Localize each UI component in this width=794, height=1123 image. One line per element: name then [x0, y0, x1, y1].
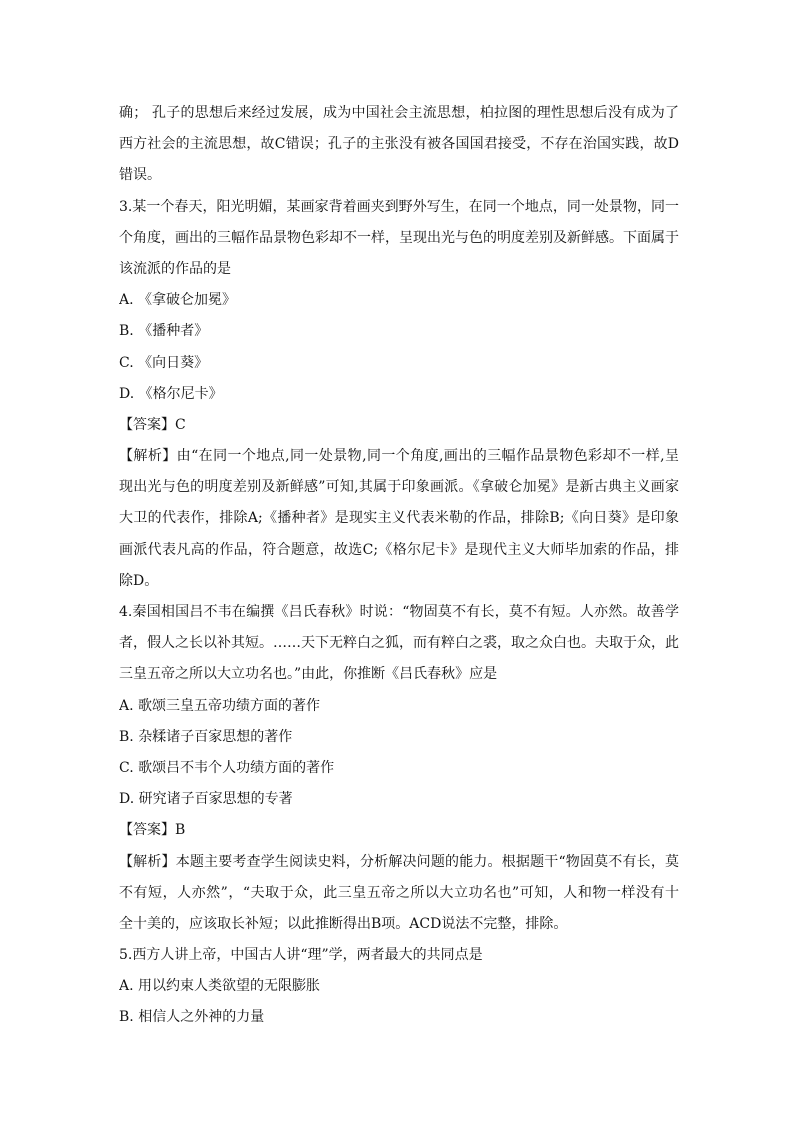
question-4-line-2: 者，假人之长以补其短。……天下无粹白之狐，而有粹白之裘，取之众白也。夫取于众，此	[119, 635, 679, 652]
question-5-option-b: B. 相信人之外神的力量	[119, 1009, 265, 1026]
question-3-option-c: C. 《向日葵》	[119, 354, 209, 371]
question-5-option-a: A. 用以约束人类欲望的无限膨胀	[119, 978, 321, 995]
question-4-option-c: C. 歌颂吕不韦个人功绩方面的著作	[119, 759, 335, 776]
question-3-option-a: A. 《拿破仑加冕》	[119, 292, 237, 309]
question-3-analysis-line-3: 大卫的代表作，排除A;《播种者》是现实主义代表米勒的作品，排除B;《向日葵》是印象	[119, 510, 679, 527]
text-line-3: 错误。	[119, 167, 161, 184]
question-4-line-1: 4.秦国相国吕不韦在编撰《吕氏春秋》时说：“物固莫不有长，莫不有短。人亦然。故善学	[119, 604, 679, 620]
question-3-option-d: D. 《格尔尼卡》	[119, 385, 223, 402]
question-3-analysis-line-1: 【解析】由“在同一个地点,同一处景物,同一个角度,画出的三幅作品景物色彩却不一样,呈	[119, 448, 679, 465]
question-4-analysis-line-2: 不有短，人亦然”，“夫取于众，此三皇五帝之所以大立功名也”可知，人和物一样没有十	[119, 884, 679, 901]
question-4-line-3: 三皇五帝之所以大立功名也。”由此，你推断《吕氏春秋》应是	[119, 666, 498, 683]
question-4-analysis-line-3: 全十美的，应该取长补短；以此推断得出B项。ACD说法不完整，排除。	[119, 915, 568, 932]
document-page	[119, 98, 679, 1034]
question-4-analysis-line-1: 【解析】本题主要考查学生阅读史料，分析解决问题的能力。根据题干“物固莫不有长，莫	[119, 853, 679, 870]
question-4-option-d: D. 研究诸子百家思想的专著	[119, 791, 293, 808]
question-4-option-a: A. 歌颂三皇五帝功绩方面的著作	[119, 697, 321, 714]
text-line-2: 西方社会的主流思想，故C错误；孔子的主张没有被各国国君接受，不存在治国实践，故D	[119, 136, 679, 153]
question-3-option-b: B. 《播种者》	[119, 323, 209, 340]
question-3-analysis-line-5: 除D。	[119, 572, 159, 589]
question-3-line-1: 3.某一个春天，阳光明媚，某画家背着画夹到野外写生，在同一个地点，同一处景物，同一	[119, 198, 679, 215]
question-3-line-2: 个角度，画出的三幅作品景物色彩却不一样，呈现出光与色的明度差别及新鲜感。下面属于	[119, 229, 679, 246]
question-4-answer: 【答案】B	[119, 822, 186, 839]
question-3-analysis-line-4: 画派代表凡高的作品，符合题意，故选C;《格尔尼卡》是现代主义大师毕加索的作品，排	[119, 541, 679, 558]
question-5-line-1: 5.西方人讲上帝，中国古人讲“理”学，两者最大的共同点是	[119, 947, 483, 964]
question-4-option-b: B. 杂糅诸子百家思想的著作	[119, 728, 293, 745]
question-3-line-3: 该流派的作品的是	[119, 260, 231, 277]
question-3-analysis-line-2: 现出光与色的明度差别及新鲜感”可知,其属于印象画派。《拿破仑加冕》是新古典主义画家	[119, 479, 679, 496]
text-line-1: 确； 孔子的思想后来经过发展，成为中国社会主流思想，柏拉图的理性思想后没有成为了	[119, 105, 679, 121]
question-3-answer: 【答案】C	[119, 416, 186, 433]
